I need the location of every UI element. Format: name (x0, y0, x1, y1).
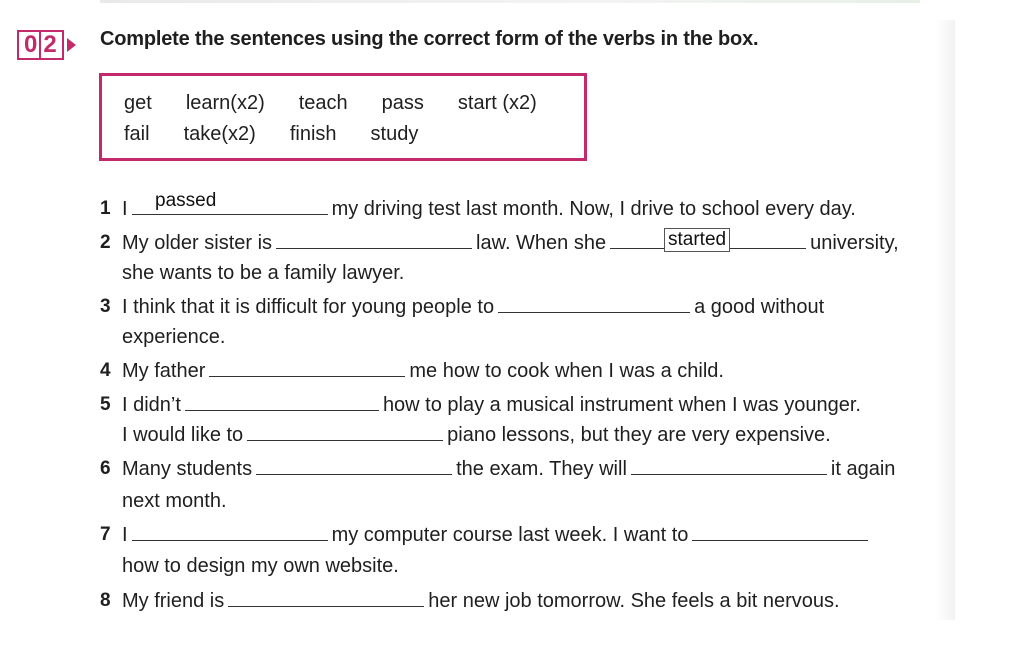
question-4-number: 4 (100, 360, 111, 381)
question-1-blank[interactable] (132, 213, 328, 215)
question-7-blank-2[interactable] (692, 539, 868, 541)
word-start: start (x2) (457, 92, 537, 114)
question-2-line-2: she wants to be a family lawyer. (122, 262, 405, 284)
question-4-blank[interactable] (209, 375, 405, 377)
question-6-line-2: next month. (122, 490, 227, 512)
instruction-text: Complete the sentences using the correct form of the verbs in the box. (100, 28, 759, 50)
question-3-line-1: I think that it is difficult for young people to a good without (122, 296, 825, 318)
exercise-number-digit-1: 0 (24, 31, 38, 58)
question-5-blank-1[interactable] (185, 409, 379, 411)
question-6-number: 6 (100, 458, 111, 479)
question-6-blank-2[interactable] (631, 473, 827, 475)
question-6-line-1: Many students the exam. They will it again (122, 458, 896, 480)
question-3-blank[interactable] (498, 311, 690, 313)
question-3-number: 3 (100, 296, 111, 317)
exercise-number-badge (17, 30, 76, 60)
question-2-answer[interactable]: started (664, 228, 730, 252)
word-fail: fail (124, 123, 150, 145)
question-1-answer[interactable]: passed (152, 190, 219, 212)
word-finish: finish (289, 123, 337, 145)
page-edge-shade (935, 20, 955, 620)
top-rule (100, 0, 920, 3)
question-5-blank-2[interactable] (247, 439, 443, 441)
play-arrow-icon (67, 38, 76, 52)
question-7-line-1: I my computer course last week. I want to (122, 524, 872, 547)
question-5-line-2: I would like to piano lessons, but they are very expensive. (122, 424, 831, 446)
question-2-blank-1[interactable] (276, 247, 472, 249)
question-7-line-2: how to design my own website. (122, 555, 399, 577)
exercise-number-digit-2: 2 (39, 32, 58, 58)
word-study: study (370, 123, 419, 145)
word-box-row-1 (124, 92, 571, 115)
question-2-line-1: My older sister is law. When she university, (122, 232, 899, 254)
word-take: take(x2) (183, 123, 256, 145)
word-box-row-2 (124, 123, 452, 146)
question-1-number: 1 (100, 198, 111, 219)
question-3-line-2: experience. (122, 326, 226, 348)
word-teach: teach (298, 92, 348, 114)
question-6-blank-1[interactable] (256, 473, 452, 475)
question-8: My friend is her new job tomorrow. She feels a bit nervous. (122, 590, 840, 612)
question-5-number: 5 (100, 394, 111, 415)
question-4: My father me how to cook when I was a child. (122, 360, 724, 382)
word-get: get (124, 92, 152, 114)
word-pass: pass (381, 92, 424, 114)
question-8-blank[interactable] (228, 605, 424, 607)
question-8-number: 8 (100, 590, 111, 611)
question-5-line-1: I didn’t how to play a musical instrument when I was younger. (122, 394, 861, 416)
verb-word-box (99, 73, 587, 161)
question-2-number: 2 (100, 232, 111, 253)
question-7-number: 7 (100, 524, 111, 545)
question-7-blank-1[interactable] (132, 539, 328, 541)
word-learn: learn(x2) (185, 92, 265, 114)
question-1: I my driving test last month. Now, I drive to school every day. (122, 198, 856, 220)
